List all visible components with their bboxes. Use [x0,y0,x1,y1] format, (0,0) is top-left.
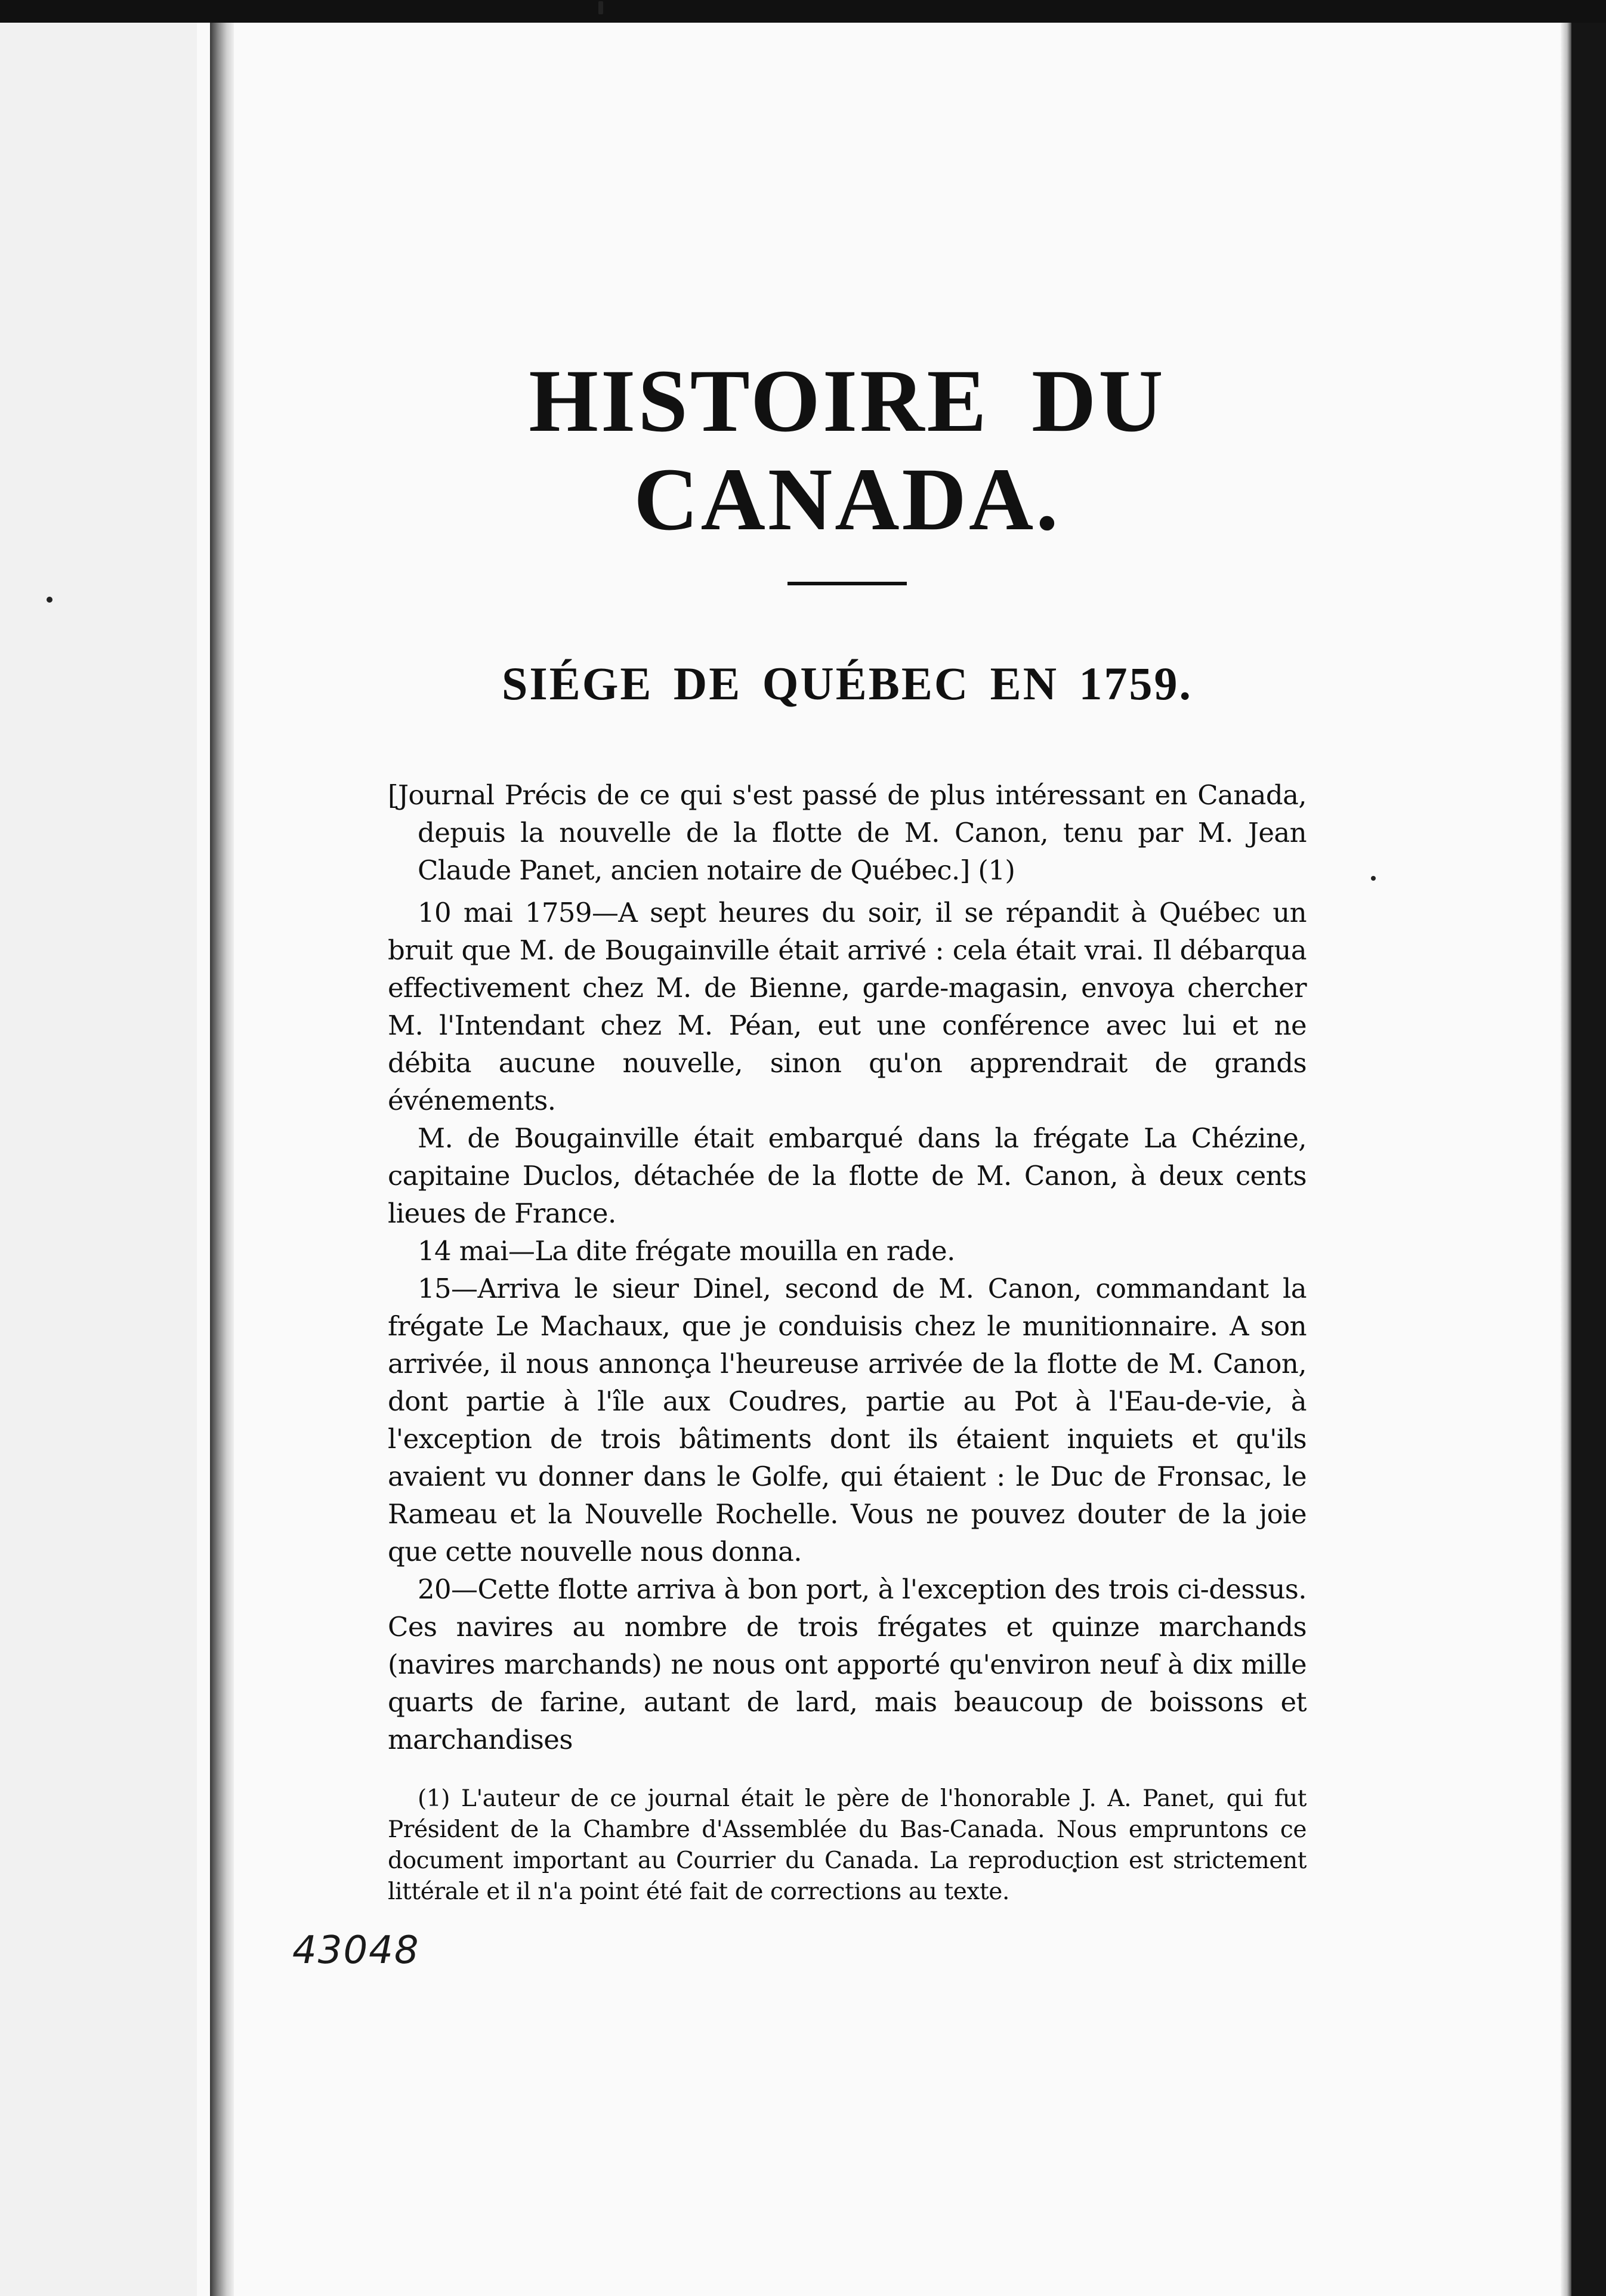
scan-speck [598,1,603,14]
paragraph-bougainville: M. de Bougainville était embarqué dans la frégate La Chézine, capitaine Duclos, détachée de la flotte de M. Canon, à deux cents lieues de France. [388,1122,1307,1229]
footnote-text: (1) L'auteur de ce journal était le père de l'honorable J. A. Panet, qui fut Président de la Chambre d'Assemblée du Bas-Canada. Nous empruntons ce document important au Courrier du Canada. La reproduction est strictement littérale et il n'a point été fait de corrections au texte. [388,1785,1307,1905]
handwritten-catalog-number: 43048 [292,1928,420,1973]
scan-speck [1371,876,1376,881]
scan-top-edge [0,0,1606,23]
right-edge-shadow [1561,23,1571,2296]
title-divider [787,582,907,585]
page-subtitle: SIÉGE DE QUÉBEC EN 1759. [501,658,1193,709]
paragraph-may-15: 15—Arriva le sieur Dinel, second de M. Canon, commandant la frégate Le Machaux, que je conduisis chez le munitionnaire. A son arrivée, il nous annonça l'heureuse arrivée de la flotte de M. Canon, dont partie à l'île aux Coudres, partie au Pot à l'Eau-de-vie, à l'exception de trois bâtiments dont ils étaient inquiets et qu'ils avaient vu donner dans le Golfe, qui étaient : le Duc de Fronsac, le Rameau et la Nouvelle Rochelle. Vous ne pouvez douter de la joie que cette nouvelle nous donna. [388,1273,1307,1567]
scan-speck [47,597,52,603]
article [388,352,1307,1908]
body-text [388,776,1307,1758]
left-margin-strip [0,23,197,2296]
paragraph-may-20: 20—Cette flotte arriva à bon port, à l'exception des trois ci-dessus. Ces navires au nombre de trois frégates et quinze marchands (navires marchands) ne nous ont apporté qu'environ neuf à dix mille quarts de farine, autant de lard, mais beaucoup de boissons et marchandises [388,1573,1307,1755]
footnote [388,1783,1307,1908]
paragraph-may-10: 10 mai 1759—A sept heures du soir, il se répandit à Québec un bruit que M. de Bougainville était arrivé : cela était vrai. Il débarqua effectivement chez M. de Bienne, garde-magasin, envoya chercher M. l'Intendant chez M. Péan, eut une conférence avec lui et ne débita aucune nouvelle, sinon qu'on apprendrait de grands événements. [388,897,1307,1116]
paragraph-may-14: 14 mai—La dite frégate mouilla en rade. [418,1235,955,1267]
scan-right-edge [1571,23,1606,2296]
intro-paragraph: [Journal Précis de ce qui s'est passé de plus intéressant en Canada, depuis la nouvelle de la flotte de M. Canon, tenu par M. Jean Claude Panet, ancien notaire de Québec.] (1) [388,779,1307,886]
page-title: HISTOIRE DU CANADA. [529,351,1166,549]
page-spine-shadow [210,23,234,2296]
